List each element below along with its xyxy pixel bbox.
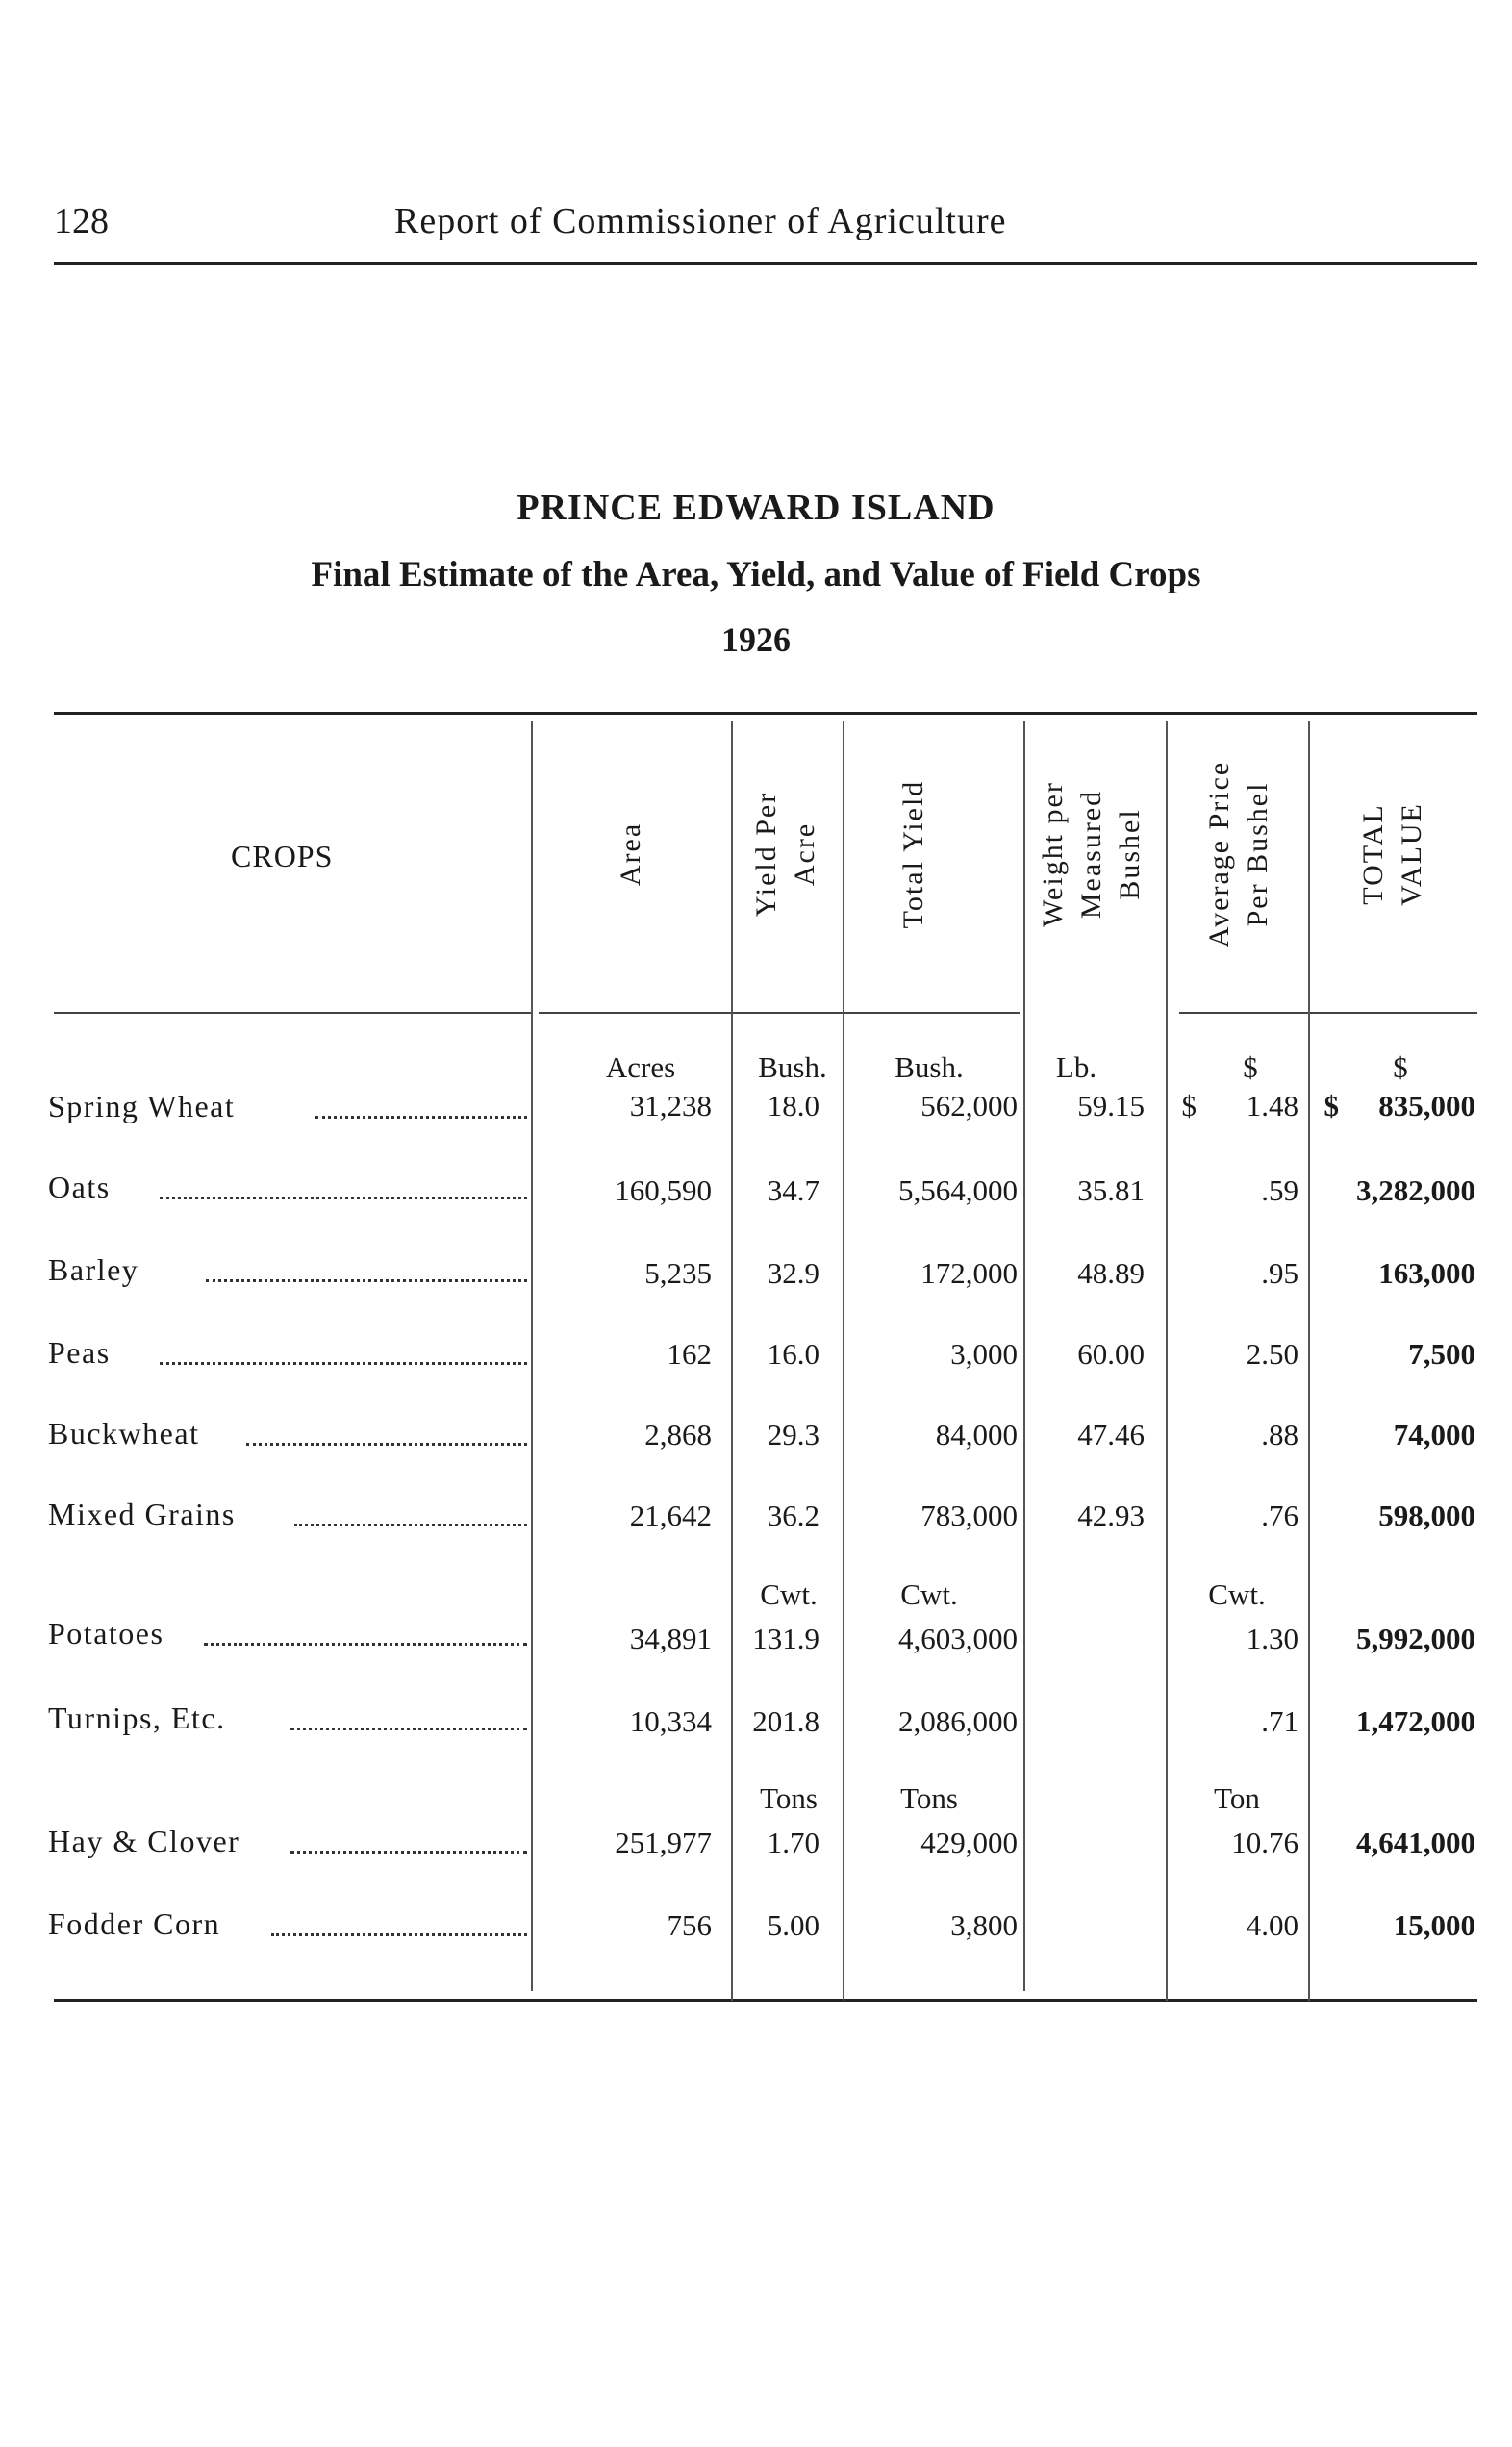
dot-leader bbox=[315, 1114, 527, 1119]
value-cell: 7,500 bbox=[1408, 1337, 1475, 1371]
dot-leader bbox=[290, 1726, 527, 1730]
weight-header-line-3: Bushel bbox=[1114, 808, 1146, 900]
total-yield-header-text: Total Yield bbox=[897, 779, 929, 929]
value-cell: 163,000 bbox=[1378, 1256, 1475, 1290]
yield-cell: 131.9 bbox=[752, 1622, 819, 1655]
unit-yield-bush: Bush. bbox=[758, 1050, 827, 1084]
yield-cell: 5.00 bbox=[767, 1908, 819, 1942]
table-title: PRINCE EDWARD ISLAND bbox=[517, 488, 995, 528]
unit-price-cwt: Cwt. bbox=[1208, 1577, 1266, 1611]
weight-header-line-2: Measured bbox=[1075, 789, 1107, 920]
price-cell: .95 bbox=[1261, 1256, 1298, 1290]
price-cell: 2.50 bbox=[1246, 1337, 1298, 1371]
unit-total-bush: Bush. bbox=[895, 1050, 964, 1084]
page-header bbox=[54, 200, 1477, 258]
price-cell: 1.30 bbox=[1246, 1622, 1298, 1655]
header-divider-right bbox=[1179, 1012, 1477, 1014]
value-cell: 1,472,000 bbox=[1356, 1704, 1475, 1738]
crop-name: Hay & Clover bbox=[48, 1824, 240, 1858]
dot-leader bbox=[204, 1641, 527, 1646]
total-yield-cell: 562,000 bbox=[920, 1089, 1018, 1123]
column-line-price bbox=[1166, 721, 1168, 2001]
yield-cell: 1.70 bbox=[767, 1826, 819, 1859]
crop-name: Mixed Grains bbox=[48, 1497, 236, 1531]
column-line-weight bbox=[1023, 721, 1025, 1991]
price-header-line-2: Per Bushel bbox=[1242, 781, 1273, 927]
dot-leader bbox=[271, 1931, 527, 1936]
price-cell: .88 bbox=[1261, 1418, 1298, 1451]
yield-cell: 18.0 bbox=[767, 1089, 819, 1123]
yield-header-line-1: Yield Per bbox=[750, 791, 782, 918]
header-divider-mid bbox=[539, 1012, 1020, 1014]
weight-cell: 42.93 bbox=[1077, 1499, 1145, 1532]
area-cell: 21,642 bbox=[629, 1499, 712, 1532]
crop-name: Potatoes bbox=[48, 1616, 164, 1651]
dot-leader bbox=[206, 1277, 527, 1282]
dot-leader bbox=[160, 1360, 527, 1365]
dot-leader bbox=[290, 1849, 527, 1854]
yield-cell: 34.7 bbox=[767, 1173, 819, 1207]
yield-cell: 201.8 bbox=[752, 1704, 819, 1738]
yield-cell: 36.2 bbox=[767, 1499, 819, 1532]
total-yield-column-header bbox=[895, 739, 933, 970]
area-cell: 31,238 bbox=[629, 1089, 712, 1123]
weight-cell: 35.81 bbox=[1077, 1173, 1145, 1207]
area-cell: 160,590 bbox=[615, 1173, 712, 1207]
unit-yield-cwt: Cwt. bbox=[760, 1577, 818, 1611]
value-header-line-1: TOTAL bbox=[1357, 803, 1389, 905]
weight-cell: 59.15 bbox=[1077, 1089, 1145, 1123]
value-cell: 835,000 bbox=[1378, 1089, 1475, 1123]
total-yield-cell: 172,000 bbox=[920, 1256, 1018, 1290]
weight-header-line-1: Weight per bbox=[1037, 781, 1069, 927]
value-dollar-sign: $ bbox=[1323, 1089, 1339, 1123]
total-yield-cell: 5,564,000 bbox=[898, 1173, 1018, 1207]
total-yield-cell: 3,000 bbox=[950, 1337, 1018, 1371]
weight-column-header bbox=[1034, 710, 1149, 998]
crops-column-header: CROPS bbox=[231, 839, 334, 873]
header-rule bbox=[54, 262, 1477, 265]
dot-leader bbox=[246, 1441, 527, 1446]
price-cell: .71 bbox=[1261, 1704, 1298, 1738]
crop-name: Turnips, Etc. bbox=[48, 1701, 226, 1735]
total-yield-cell: 783,000 bbox=[920, 1499, 1018, 1532]
value-cell: 4,641,000 bbox=[1356, 1826, 1475, 1859]
crop-name: Fodder Corn bbox=[48, 1906, 221, 1941]
value-header-line-2: VALUE bbox=[1396, 802, 1427, 906]
running-title: Report of Commissioner of Agriculture bbox=[394, 201, 1007, 241]
unit-price-ton: Ton bbox=[1214, 1781, 1260, 1815]
crop-name: Buckwheat bbox=[48, 1416, 200, 1451]
total-yield-cell: 429,000 bbox=[920, 1826, 1018, 1859]
total-yield-cell: 2,086,000 bbox=[898, 1704, 1018, 1738]
area-cell: 10,334 bbox=[629, 1704, 712, 1738]
area-cell: 251,977 bbox=[615, 1826, 712, 1859]
table-bottom-rule bbox=[54, 1999, 1477, 2002]
crop-name: Peas bbox=[48, 1335, 111, 1370]
value-cell: 3,282,000 bbox=[1356, 1173, 1475, 1207]
price-header-line-1: Average Price bbox=[1203, 760, 1235, 948]
dot-leader bbox=[294, 1522, 527, 1526]
unit-total-tons: Tons bbox=[900, 1781, 958, 1815]
yield-cell: 16.0 bbox=[767, 1337, 819, 1371]
area-cell: 5,235 bbox=[644, 1256, 712, 1290]
weight-cell: 48.89 bbox=[1077, 1256, 1145, 1290]
price-cell: 4.00 bbox=[1246, 1908, 1298, 1942]
value-cell: 74,000 bbox=[1393, 1418, 1475, 1451]
yield-per-acre-column-header bbox=[747, 739, 824, 970]
area-cell: 756 bbox=[667, 1908, 712, 1942]
table-year: 1926 bbox=[721, 620, 791, 659]
price-cell: 1.48 bbox=[1246, 1089, 1298, 1123]
column-line-yield bbox=[731, 721, 733, 2001]
unit-value-dollar: $ bbox=[1393, 1050, 1408, 1084]
price-cell: .76 bbox=[1261, 1499, 1298, 1532]
average-price-column-header bbox=[1200, 710, 1277, 998]
table-subtitle: Final Estimate of the Area, Yield, and Value of Field Crops bbox=[311, 555, 1201, 594]
column-line-area bbox=[531, 721, 533, 1991]
area-cell: 162 bbox=[667, 1337, 712, 1371]
area-cell: 34,891 bbox=[629, 1622, 712, 1655]
area-cell: 2,868 bbox=[644, 1418, 712, 1451]
weight-cell: 60.00 bbox=[1077, 1337, 1145, 1371]
yield-cell: 29.3 bbox=[767, 1418, 819, 1451]
unit-area-acres: Acres bbox=[605, 1050, 676, 1084]
crop-name: Spring Wheat bbox=[48, 1089, 236, 1123]
value-cell: 598,000 bbox=[1378, 1499, 1475, 1532]
area-column-header bbox=[612, 758, 650, 950]
column-line-total-yield bbox=[843, 721, 844, 2001]
crop-name: Oats bbox=[48, 1170, 111, 1204]
yield-header-line-2: Acre bbox=[789, 821, 820, 887]
unit-total-cwt: Cwt. bbox=[900, 1577, 958, 1611]
dot-leader bbox=[160, 1195, 527, 1199]
total-value-column-header bbox=[1354, 758, 1431, 950]
area-header-text: Area bbox=[615, 821, 646, 887]
price-cell: 10.76 bbox=[1231, 1826, 1298, 1859]
unit-yield-tons: Tons bbox=[760, 1781, 818, 1815]
page-number: 128 bbox=[54, 201, 109, 241]
yield-cell: 32.9 bbox=[767, 1256, 819, 1290]
weight-cell: 47.46 bbox=[1077, 1418, 1145, 1451]
price-cell: .59 bbox=[1261, 1173, 1298, 1207]
value-cell: 15,000 bbox=[1393, 1908, 1475, 1942]
total-yield-cell: 4,603,000 bbox=[898, 1622, 1018, 1655]
total-yield-cell: 84,000 bbox=[935, 1418, 1018, 1451]
unit-price-dollar: $ bbox=[1243, 1050, 1258, 1084]
unit-weight-lb: Lb. bbox=[1055, 1050, 1097, 1084]
column-line-value bbox=[1308, 721, 1310, 2001]
total-yield-cell: 3,800 bbox=[950, 1908, 1018, 1942]
value-cell: 5,992,000 bbox=[1356, 1622, 1475, 1655]
header-divider-left bbox=[54, 1012, 531, 1014]
crop-name: Barley bbox=[48, 1252, 139, 1287]
price-dollar-sign: $ bbox=[1181, 1089, 1197, 1123]
